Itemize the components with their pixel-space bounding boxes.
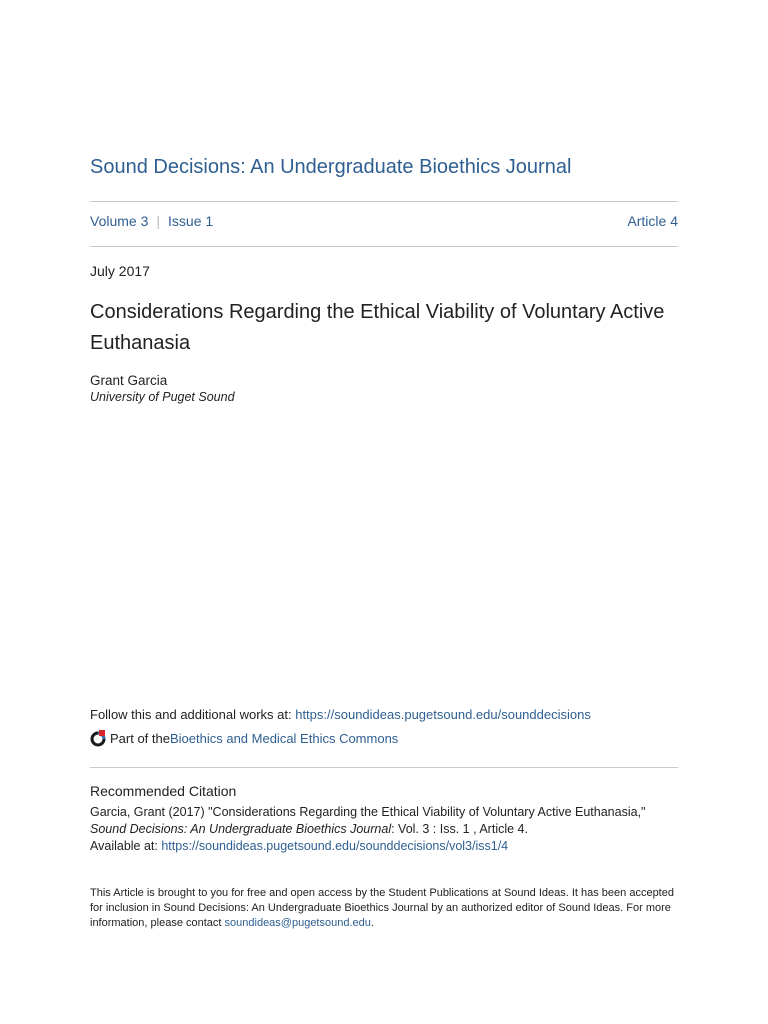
citation-line-3 [90, 838, 678, 855]
top-divider [90, 201, 678, 202]
contact-email-link[interactable]: soundideas@pugetsound.edu [224, 917, 371, 929]
citation-divider [90, 767, 678, 768]
issue-bar [90, 213, 678, 229]
article-number-link[interactable]: Article 4 [627, 213, 678, 229]
publication-date: July 2017 [90, 263, 150, 279]
commons-link[interactable]: Bioethics and Medical Ethics Commons [169, 730, 399, 746]
access-note-end: . [370, 917, 374, 929]
follow-prefix: Follow this and additional works at: [90, 707, 296, 722]
issue-divider [90, 246, 678, 247]
article-url-link[interactable]: https://soundideas.pugetsound.edu/sounddecisions/vol3/iss1/4 [161, 839, 509, 853]
volume-link[interactable]: Volume 3 [90, 213, 149, 229]
issue-separator: | [156, 213, 161, 229]
citation-heading: Recommended Citation [90, 783, 237, 799]
available-prefix: Available at: [90, 839, 162, 853]
follow-line [90, 707, 591, 722]
citation-block [90, 804, 678, 855]
journal-title-link[interactable]: Sound Decisions: An Undergraduate Bioethics Journal [90, 156, 572, 178]
part-of-line [90, 729, 398, 747]
citation-volume: : Vol. 3 : Iss. 1 , Article 4. [391, 822, 528, 836]
author-affiliation: University of Puget Sound [90, 390, 235, 404]
access-note-text: This Article is brought to you for free and open access by the Student Publications at Sound Ideas. It has been accepted for inclusion in Sound Decisions: An Undergraduate Bioethics Journal by an authorized editor of Sound Ideas. For more information, please contact [90, 887, 674, 929]
citation-line-2 [90, 821, 678, 838]
network-logo-icon [90, 729, 108, 747]
citation-line-1: Garcia, Grant (2017) "Considerations Regarding the Ethical Viability of Voluntary Active Euthanasia," [90, 805, 646, 819]
article-title: Considerations Regarding the Ethical Viability of Voluntary Active Euthanasia [90, 301, 665, 354]
citation-journal: Sound Decisions: An Undergraduate Bioethics Journal [90, 822, 392, 836]
collection-url-link[interactable]: https://soundideas.pugetsound.edu/sounddecisions [295, 707, 591, 722]
issue-link[interactable]: Issue 1 [168, 213, 214, 229]
part-of-prefix: Part of the [110, 730, 170, 746]
access-note [90, 886, 678, 931]
author-name: Grant Garcia [90, 373, 168, 388]
